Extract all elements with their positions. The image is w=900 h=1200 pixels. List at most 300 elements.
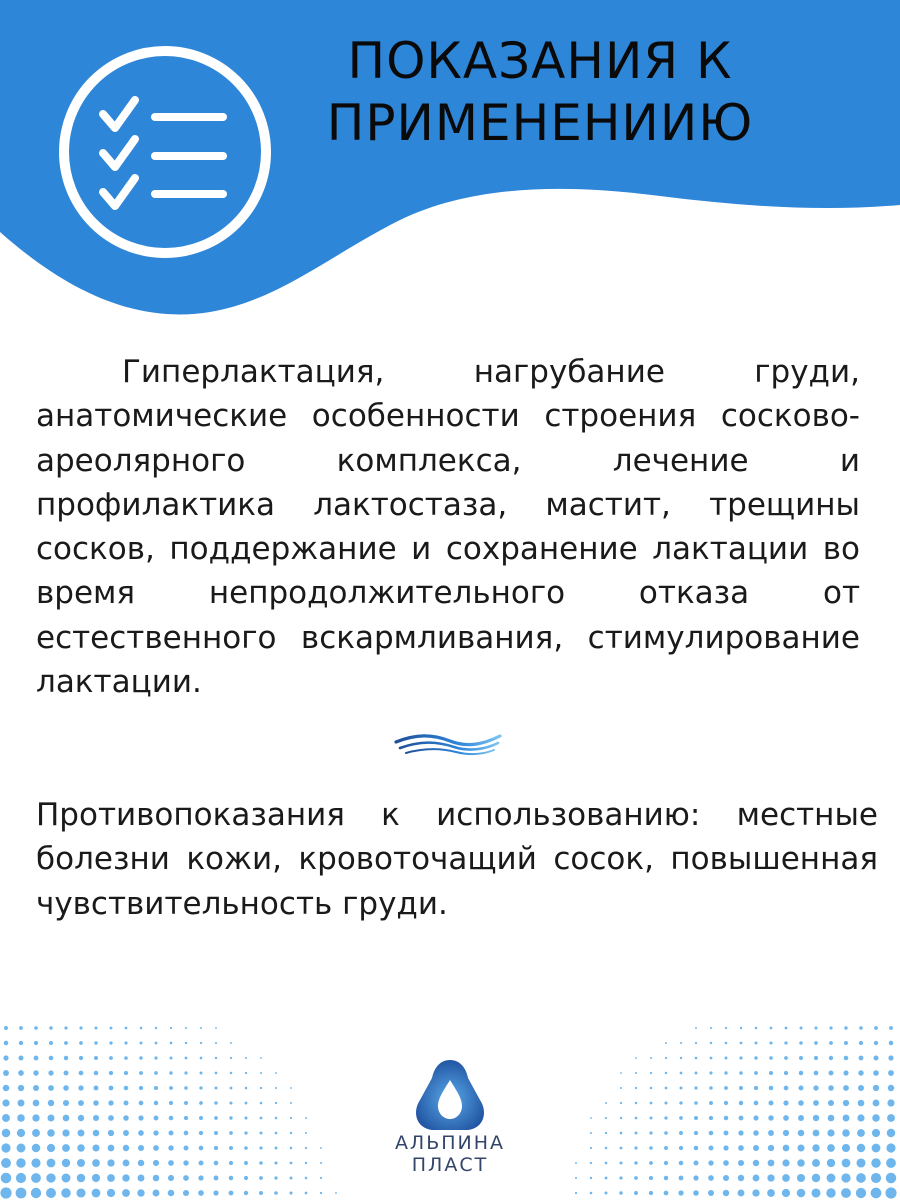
halftone-dot (46, 1173, 55, 1182)
halftone-dot (738, 1175, 744, 1181)
halftone-dot (844, 1041, 848, 1045)
halftone-dot (168, 1145, 173, 1150)
halftone-dot (634, 1191, 638, 1195)
halftone-dot (245, 1057, 247, 1059)
halftone-dot (108, 1115, 114, 1121)
halftone-dot (841, 1173, 850, 1182)
halftone-dot (245, 1087, 248, 1090)
indications-text: Гиперлактация, нагрубание груди, анатомические особенности строения сосково-ареолярного комплекса, лечение и профилактика лактостаза, мастит, трещины сосков, поддержание и сохранение лактации во время непродолжительного отказа от естественного вскармливания, стимулирование лактации. (36, 354, 860, 701)
halftone-dot (694, 1101, 698, 1105)
halftone-dot (725, 1042, 728, 1045)
halftone-dot (49, 1026, 52, 1029)
halftone-dot (650, 1087, 653, 1090)
halftone-dot (785, 1027, 788, 1030)
halftone-dot (590, 1177, 592, 1179)
halftone-dot (215, 1057, 217, 1059)
halftone-dot (874, 1041, 878, 1045)
halftone-dot (769, 1041, 772, 1044)
halftone-dot (110, 1027, 113, 1030)
halftone-dot (260, 1117, 263, 1120)
halftone-dot (738, 1130, 743, 1135)
halftone-dot (783, 1145, 790, 1152)
halftone-dot (138, 1130, 144, 1136)
halftone-dot (753, 1130, 759, 1136)
halftone-dot (168, 1160, 174, 1166)
halftone-dot (214, 1086, 217, 1089)
title-line-1: ПОКАЗАНИЯ К (347, 32, 733, 90)
halftone-dot (170, 1042, 173, 1045)
halftone-dot (812, 1159, 820, 1167)
halftone-dot (665, 1072, 667, 1074)
halftone-dot (783, 1130, 789, 1136)
halftone-dot (842, 1129, 850, 1137)
halftone-dot (679, 1146, 683, 1150)
halftone-dot (31, 1188, 41, 1198)
halftone-dot (784, 1041, 787, 1044)
halftone-dot (797, 1144, 804, 1151)
halftone-dot (290, 1162, 293, 1165)
halftone-dot (859, 1056, 864, 1061)
halftone-dot (94, 1056, 98, 1060)
halftone-dot (797, 1189, 806, 1198)
halftone-dot (740, 1027, 742, 1029)
halftone-dot (93, 1115, 99, 1121)
halftone-dot (619, 1191, 622, 1194)
halftone-dot (94, 1041, 98, 1045)
halftone-dot (200, 1057, 203, 1060)
halftone-dot (79, 1056, 83, 1060)
halftone-dot (200, 1072, 203, 1075)
halftone-dot (724, 1101, 728, 1105)
halftone-dot (260, 1102, 263, 1105)
halftone-dot (813, 1115, 819, 1121)
halftone-dot (93, 1130, 100, 1137)
halftone-dot (752, 1189, 759, 1196)
halftone-dot (857, 1129, 865, 1137)
halftone-dot (244, 1116, 247, 1119)
halftone-dot (649, 1161, 653, 1165)
halftone-dot (230, 1057, 232, 1059)
halftone-dot (843, 1085, 849, 1091)
halftone-dot (725, 1027, 727, 1029)
halftone-dot (183, 1175, 189, 1181)
halftone-dot (678, 1190, 683, 1195)
halftone-dot (634, 1176, 638, 1180)
halftone-dot (693, 1175, 698, 1180)
halftone-dot (108, 1100, 113, 1105)
halftone-dot (1, 1143, 10, 1152)
halftone-dot (649, 1176, 653, 1180)
halftone-dot (62, 1144, 70, 1152)
halftone-dot (767, 1189, 775, 1197)
halftone-dot (3, 1055, 8, 1060)
halftone-dot (79, 1026, 82, 1029)
halftone-dot (4, 1026, 8, 1030)
halftone-dot (64, 1071, 69, 1076)
halftone-dot (827, 1159, 835, 1167)
halftone-dot (138, 1115, 143, 1120)
halftone-dot (769, 1071, 773, 1075)
halftone-dot (47, 1144, 55, 1152)
halftone-dot (229, 1101, 232, 1104)
halftone-dot (34, 1026, 38, 1030)
halftone-dot (170, 1027, 172, 1029)
waves-icon (392, 728, 504, 758)
halftone-dot (320, 1177, 322, 1179)
halftone-dot (871, 1188, 882, 1199)
halftone-dot (78, 1100, 84, 1106)
halftone-dot (275, 1102, 277, 1104)
halftone-dot (77, 1174, 86, 1183)
halftone-dot (754, 1071, 758, 1075)
halftone-dot (1, 1158, 11, 1168)
halftone-dot (605, 1117, 607, 1119)
halftone-dot (784, 1086, 789, 1091)
halftone-dot (575, 1192, 577, 1194)
halftone-dot (664, 1146, 668, 1150)
halftone-dot (244, 1191, 248, 1195)
halftone-dot (169, 1086, 173, 1090)
halftone-dot (857, 1114, 864, 1121)
halftone-dot (620, 1087, 622, 1089)
halftone-dot (813, 1100, 819, 1106)
halftone-dot (664, 1116, 667, 1119)
halftone-dot (814, 1056, 818, 1060)
halftone-dot (665, 1057, 667, 1059)
halftone-dot (650, 1102, 653, 1105)
halftone-dot (887, 1114, 895, 1122)
halftone-dot (34, 1056, 39, 1061)
halftone-dot (664, 1161, 668, 1165)
halftone-dot (724, 1086, 728, 1090)
halftone-dot (184, 1071, 187, 1074)
halftone-dot (108, 1130, 114, 1136)
halftone-dot (811, 1188, 820, 1197)
halftone-dot (32, 1114, 39, 1121)
halftone-dot (244, 1161, 248, 1165)
halftone-dot (63, 1115, 70, 1122)
halftone-dot (887, 1129, 896, 1138)
halftone-dot (185, 1027, 187, 1029)
halftone-dot (320, 1147, 322, 1149)
halftone-dot (290, 1132, 292, 1134)
halftone-dot (859, 1026, 863, 1030)
halftone-dot (244, 1146, 248, 1150)
halftone-dot (16, 1158, 26, 1168)
halftone-dot (873, 1100, 880, 1107)
halftone-dot (48, 1115, 55, 1122)
halftone-dot (138, 1145, 144, 1151)
halftone-dot (886, 1143, 895, 1152)
halftone-dot (650, 1057, 652, 1059)
halftone-dot (754, 1086, 758, 1090)
halftone-dot (827, 1129, 834, 1136)
halftone-dot (620, 1117, 622, 1119)
halftone-dot (107, 1159, 114, 1166)
halftone-dot (16, 1173, 26, 1183)
halftone-dot (32, 1144, 41, 1153)
logo-line-2: ПЛАСТ (411, 1154, 489, 1176)
halftone-dot (230, 1087, 233, 1090)
halftone-dot (199, 1146, 204, 1151)
halftone-dot (858, 1070, 863, 1075)
halftone-dot (305, 1162, 307, 1164)
halftone-dot (18, 1070, 24, 1076)
halftone-dot (620, 1072, 622, 1074)
halftone-dot (185, 1057, 188, 1060)
halftone-dot (49, 1056, 54, 1061)
halftone-dot (649, 1131, 652, 1134)
halftone-dot (335, 1192, 337, 1194)
halftone-dot (768, 1130, 774, 1136)
halftone-dot (605, 1147, 608, 1150)
halftone-dot (709, 1071, 712, 1074)
halftone-dot (694, 1146, 699, 1151)
halftone-dot (889, 1026, 893, 1030)
halftone-dot (95, 1027, 98, 1030)
halftone-dot (259, 1176, 263, 1180)
halftone-dot (109, 1086, 114, 1091)
halftone-dot (739, 1116, 744, 1121)
halftone-dot (244, 1176, 248, 1180)
halftone-dot (619, 1161, 622, 1164)
halftone-dot (605, 1132, 607, 1134)
halftone-dot (739, 1056, 742, 1059)
halftone-dot (844, 1056, 849, 1061)
halftone-dot (2, 1129, 11, 1138)
halftone-dot (708, 1190, 714, 1196)
halftone-dot (872, 1144, 881, 1153)
halftone-dot (768, 1115, 773, 1120)
halftone-dot (34, 1041, 38, 1045)
halftone-dot (199, 1131, 203, 1135)
halftone-dot (305, 1192, 308, 1195)
halftone-dot (93, 1085, 98, 1090)
halftone-dot (723, 1145, 728, 1150)
halftone-dot (274, 1176, 277, 1179)
halftone-dot (843, 1115, 850, 1122)
halftone-dot (695, 1057, 698, 1060)
halftone-dot (19, 1041, 23, 1045)
halftone-dot (649, 1191, 653, 1195)
halftone-dot (275, 1117, 278, 1120)
halftone-dot (17, 1144, 26, 1153)
halftone-dot (64, 1056, 68, 1060)
halftone-dot (769, 1086, 774, 1091)
halftone-dot (694, 1131, 698, 1135)
halftone-dot (664, 1191, 669, 1196)
halftone-dot (858, 1100, 865, 1107)
halftone-dot (214, 1101, 217, 1104)
halftone-dot (753, 1145, 759, 1151)
halftone-dot (814, 1026, 817, 1029)
halftone-dot (17, 1114, 25, 1122)
halftone-dot (122, 1174, 129, 1181)
halftone-dot (169, 1131, 174, 1136)
halftone-dot (320, 1192, 322, 1194)
halftone-dot (259, 1161, 263, 1165)
halftone-dot (275, 1072, 277, 1074)
halftone-dot (79, 1071, 84, 1076)
halftone-dot (873, 1085, 879, 1091)
halftone-dot (92, 1189, 101, 1198)
halftone-dot (829, 1056, 833, 1060)
halftone-dot (710, 1027, 712, 1029)
halftone-dot (78, 1085, 83, 1090)
halftone-dot (213, 1190, 218, 1195)
halftone-dot (155, 1042, 158, 1045)
halftone-dot (724, 1131, 729, 1136)
halftone-dot (709, 1101, 713, 1105)
halftone-dot (799, 1056, 803, 1060)
halftone-dot (77, 1144, 84, 1151)
halftone-dot (274, 1191, 278, 1195)
halftone-dot (768, 1145, 774, 1151)
halftone-dot (575, 1177, 577, 1179)
halftone-dot (725, 1057, 728, 1060)
halftone-dot (755, 1042, 758, 1045)
halftone-dot (62, 1159, 70, 1167)
halftone-dot (214, 1116, 218, 1120)
title-line-2: ПРИМЕНЕНИИЮ (326, 94, 754, 152)
halftone-dot (694, 1086, 697, 1089)
halftone-dot (199, 1161, 204, 1166)
halftone-dot (590, 1147, 592, 1149)
halftone-dot (856, 1158, 865, 1167)
halftone-dot (889, 1041, 894, 1046)
halftone-dot (888, 1070, 894, 1076)
halftone-dot (139, 1101, 144, 1106)
logo-wordmark (370, 1132, 530, 1176)
halftone-dot (739, 1101, 743, 1105)
halftone-dot (260, 1087, 262, 1089)
halftone-dot (723, 1190, 729, 1196)
halftone-dot (183, 1190, 189, 1196)
halftone-dot (635, 1132, 638, 1135)
halftone-dot (305, 1147, 307, 1149)
halftone-dot (63, 1100, 69, 1106)
halftone-dot (812, 1144, 819, 1151)
halftone-dot (274, 1161, 277, 1164)
halftone-dot (679, 1086, 682, 1089)
halftone-dot (782, 1189, 790, 1197)
halftone-dot (873, 1070, 879, 1076)
halftone-dot (800, 1027, 803, 1030)
halftone-dot (139, 1056, 142, 1059)
halftone-dot (885, 1187, 896, 1198)
halftone-dot (874, 1056, 879, 1061)
halftone-dot (754, 1101, 759, 1106)
halftone-dot (753, 1175, 760, 1182)
halftone-dot (260, 1057, 262, 1059)
halftone-dot (812, 1174, 820, 1182)
halftone-dot (2, 1114, 10, 1122)
halftone-dot (123, 1145, 129, 1151)
halftone-dot (214, 1176, 219, 1181)
halftone-dot (829, 1041, 833, 1045)
halftone-dot (842, 1144, 850, 1152)
halftone-dot (782, 1159, 789, 1166)
halftone-dot (61, 1188, 71, 1198)
halftone-dot (154, 1071, 158, 1075)
halftone-dot (230, 1072, 233, 1075)
halftone-dot (665, 1042, 667, 1044)
halftone-dot (799, 1071, 804, 1076)
halftone-dot (124, 1086, 129, 1091)
halftone-dot (709, 1086, 713, 1090)
halftone-dot (797, 1174, 805, 1182)
halftone-dot (169, 1101, 173, 1105)
halftone-dot (709, 1146, 714, 1151)
halftone-dot (230, 1042, 232, 1044)
halftone-dot (813, 1130, 820, 1137)
halftone-dot (619, 1176, 622, 1179)
halftone-dot (184, 1086, 188, 1090)
halftone-dot (183, 1160, 188, 1165)
halftone-dot (620, 1147, 623, 1150)
halftone-dot (18, 1055, 23, 1060)
halftone-dot (199, 1086, 202, 1089)
halftone-dot (797, 1159, 805, 1167)
halftone-dot (695, 1072, 698, 1075)
halftone-dot (138, 1175, 145, 1182)
halftone-dot (782, 1174, 790, 1182)
halftone-dot (215, 1042, 217, 1044)
halftone-dot (123, 1130, 129, 1136)
halftone-dot (710, 1057, 713, 1060)
halftone-dot (874, 1026, 878, 1030)
halftone-dot (887, 1099, 894, 1106)
halftone-dot (245, 1102, 248, 1105)
halftone-dot (634, 1146, 637, 1149)
halftone-dot (872, 1129, 880, 1137)
halftone-dot (214, 1146, 218, 1150)
halftone-dot (214, 1161, 219, 1166)
halftone-dot (184, 1101, 188, 1105)
halftone-dot (94, 1071, 99, 1076)
halftone-dot (828, 1085, 834, 1091)
halftone-dot (320, 1162, 322, 1164)
halftone-dot (857, 1144, 865, 1152)
halftone-dot (886, 1158, 896, 1168)
halftone-dot (739, 1071, 743, 1075)
halftone-dot (856, 1188, 866, 1198)
halftone-dot (229, 1161, 233, 1165)
halftone-dot (664, 1176, 668, 1180)
halftone-dot (649, 1146, 653, 1150)
halftone-dot (679, 1101, 682, 1104)
halftone-dot (649, 1116, 652, 1119)
halftone-dot (78, 1130, 85, 1137)
halftone-dot (31, 1173, 41, 1183)
halftone-dot (259, 1131, 262, 1134)
halftone-dot (198, 1190, 204, 1196)
halftone-dot (871, 1173, 881, 1183)
halftone-dot (154, 1086, 158, 1090)
halftone-dot (680, 1042, 682, 1044)
halftone-dot (168, 1190, 175, 1197)
halftone-dot (153, 1145, 159, 1151)
halftone-dot (48, 1070, 53, 1075)
halftone-dot (305, 1177, 308, 1180)
halftone-dot (841, 1188, 851, 1198)
halftone-dot (843, 1070, 848, 1075)
logo-line-1: АЛЬПИНА (394, 1132, 506, 1154)
halftone-dot (709, 1131, 714, 1136)
halftone-dot (754, 1056, 757, 1059)
halftone-dot (229, 1116, 232, 1119)
halftone-dot (680, 1057, 682, 1059)
